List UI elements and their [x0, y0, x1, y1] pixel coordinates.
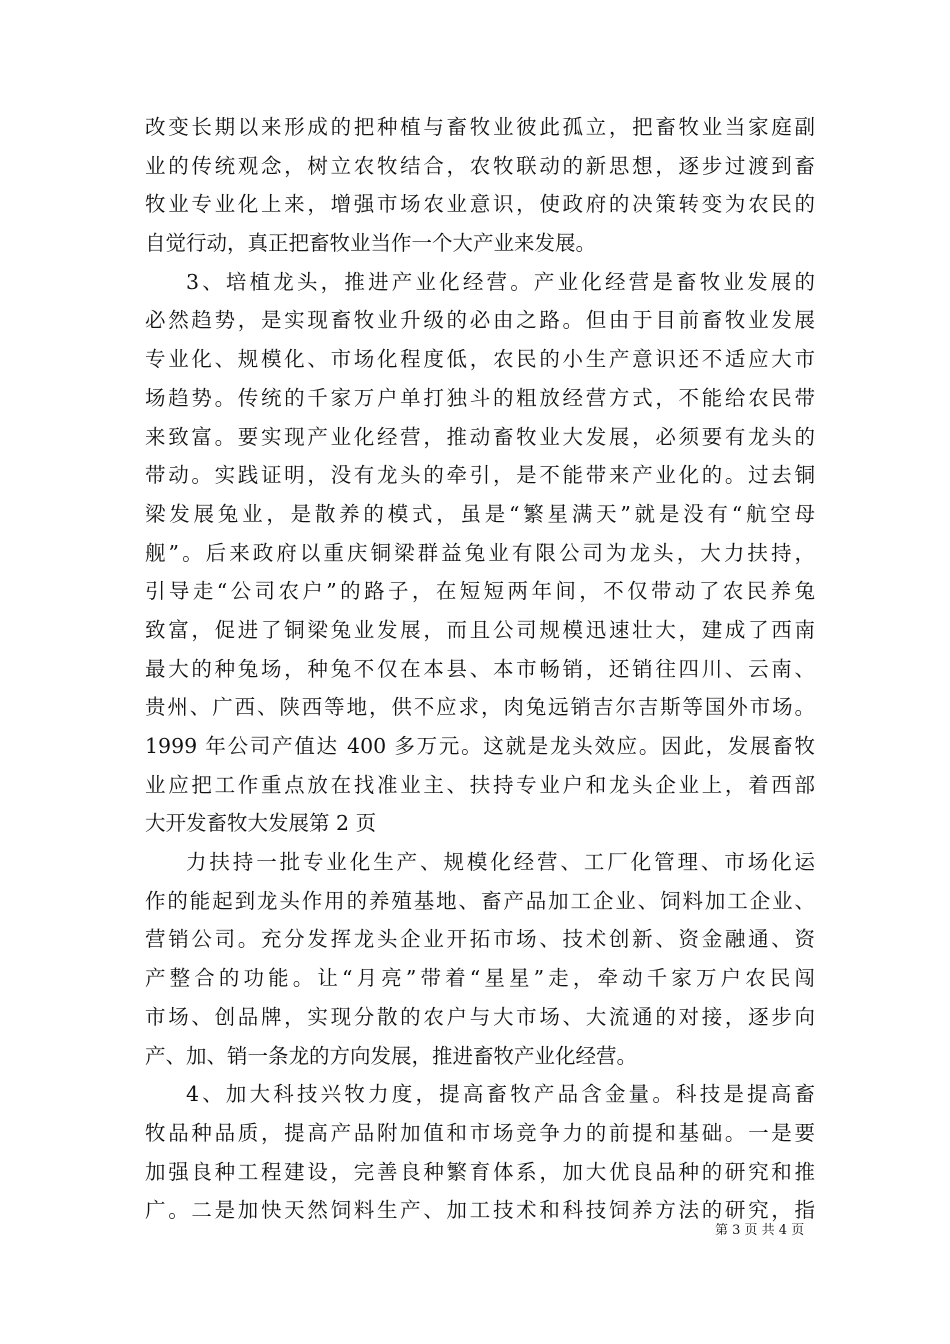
text-line-18: 业应把工作重点放在找准业主、扶持专业户和龙头企业上，着西部 [145, 772, 815, 797]
text-line-2: 业的传统观念，树立农牧结合，农牧联动的新思想，逐步过渡到畜 [145, 153, 815, 178]
text-line-17: 1999 年公司产值达 400 多万元。这就是龙头效应。因此，发展畜牧 [145, 734, 815, 758]
text-line-16: 贵州、广西、陕西等地，供不应求，肉兔远销吉尔吉斯等国外市场。 [145, 695, 815, 720]
text-line-5: 3、培植龙头，推进产业化经营。产业化经营是畜牧业发展的 [186, 269, 815, 294]
text-line-24: 市场、创品牌，实现分散的农户与大市场、大流通的对接，逐步向 [145, 1004, 815, 1029]
text-line-13: 引导走“公司农户”的路子，在短短两年间，不仅带动了农民养兔 [145, 579, 815, 604]
text-line-3: 牧业专业化上来，增强市场农业意识，使政府的决策转变为农民的 [145, 192, 815, 217]
text-line-19: 大开发畜牧大发展第 2 页 [145, 811, 377, 836]
text-line-28: 加强良种工程建设，完善良种繁育体系，加大优良品种的研究和推 [145, 1159, 815, 1184]
text-line-10: 带动。实践证明，没有龙头的牵引，是不能带来产业化的。过去铜 [145, 463, 815, 488]
text-line-14: 致富，促进了铜梁兔业发展，而且公司规模迅速壮大，建成了西南 [145, 617, 815, 642]
text-line-23: 产整合的功能。让“月亮”带着“星星”走，牵动千家万户农民闯 [145, 966, 815, 991]
text-line-11: 梁发展兔业，是散养的模式，虽是“繁星满天”就是没有“航空母 [145, 501, 815, 526]
text-line-25: 产、加、销一条龙的方向发展，推进畜牧产业化经营。 [145, 1043, 637, 1068]
text-line-15: 最大的种兔场，种兔不仅在本县、本市畅销，还销往四川、云南、 [145, 656, 815, 681]
text-line-12: 舰”。后来政府以重庆铜梁群益兔业有限公司为龙头，大力扶持， [145, 540, 815, 565]
text-line-26: 4、加大科技兴牧力度，提高畜牧产品含金量。科技是提高畜 [186, 1082, 815, 1107]
page-number-footer: 第 3 页 共 4 页 [715, 1223, 805, 1238]
text-line-4: 自觉行动，真正把畜牧业当作一个大产业来发展。 [145, 231, 596, 256]
text-line-1: 改变长期以来形成的把种植与畜牧业彼此孤立，把畜牧业当家庭副 [145, 115, 815, 139]
text-line-7: 专业化、规模化、市场化程度低，农民的小生产意识还不适应大市 [145, 347, 815, 372]
text-line-27: 牧品种品质，提高产品附加值和市场竞争力的前提和基础。一是要 [145, 1120, 815, 1145]
text-line-21: 作的能起到龙头作用的养殖基地、畜产品加工企业、饲料加工企业、 [145, 888, 815, 913]
text-line-29: 广。二是加快天然饲料生产、加工技术和科技饲养方法的研究，指 [145, 1198, 815, 1223]
document-body [145, 108, 815, 1230]
text-line-9: 来致富。要实现产业化经营，推动畜牧业大发展，必须要有龙头的 [145, 424, 815, 449]
text-line-6: 必然趋势，是实现畜牧业升级的必由之路。但由于目前畜牧业发展 [145, 308, 815, 333]
text-line-8: 场趋势。传统的千家万户单打独斗的粗放经营方式，不能给农民带 [145, 385, 815, 410]
text-line-20: 力扶持一批专业化生产、规模化经营、工厂化管理、市场化运 [186, 850, 815, 875]
text-line-22: 营销公司。充分发挥龙头企业开拓市场、技术创新、资金融通、资 [145, 927, 815, 952]
